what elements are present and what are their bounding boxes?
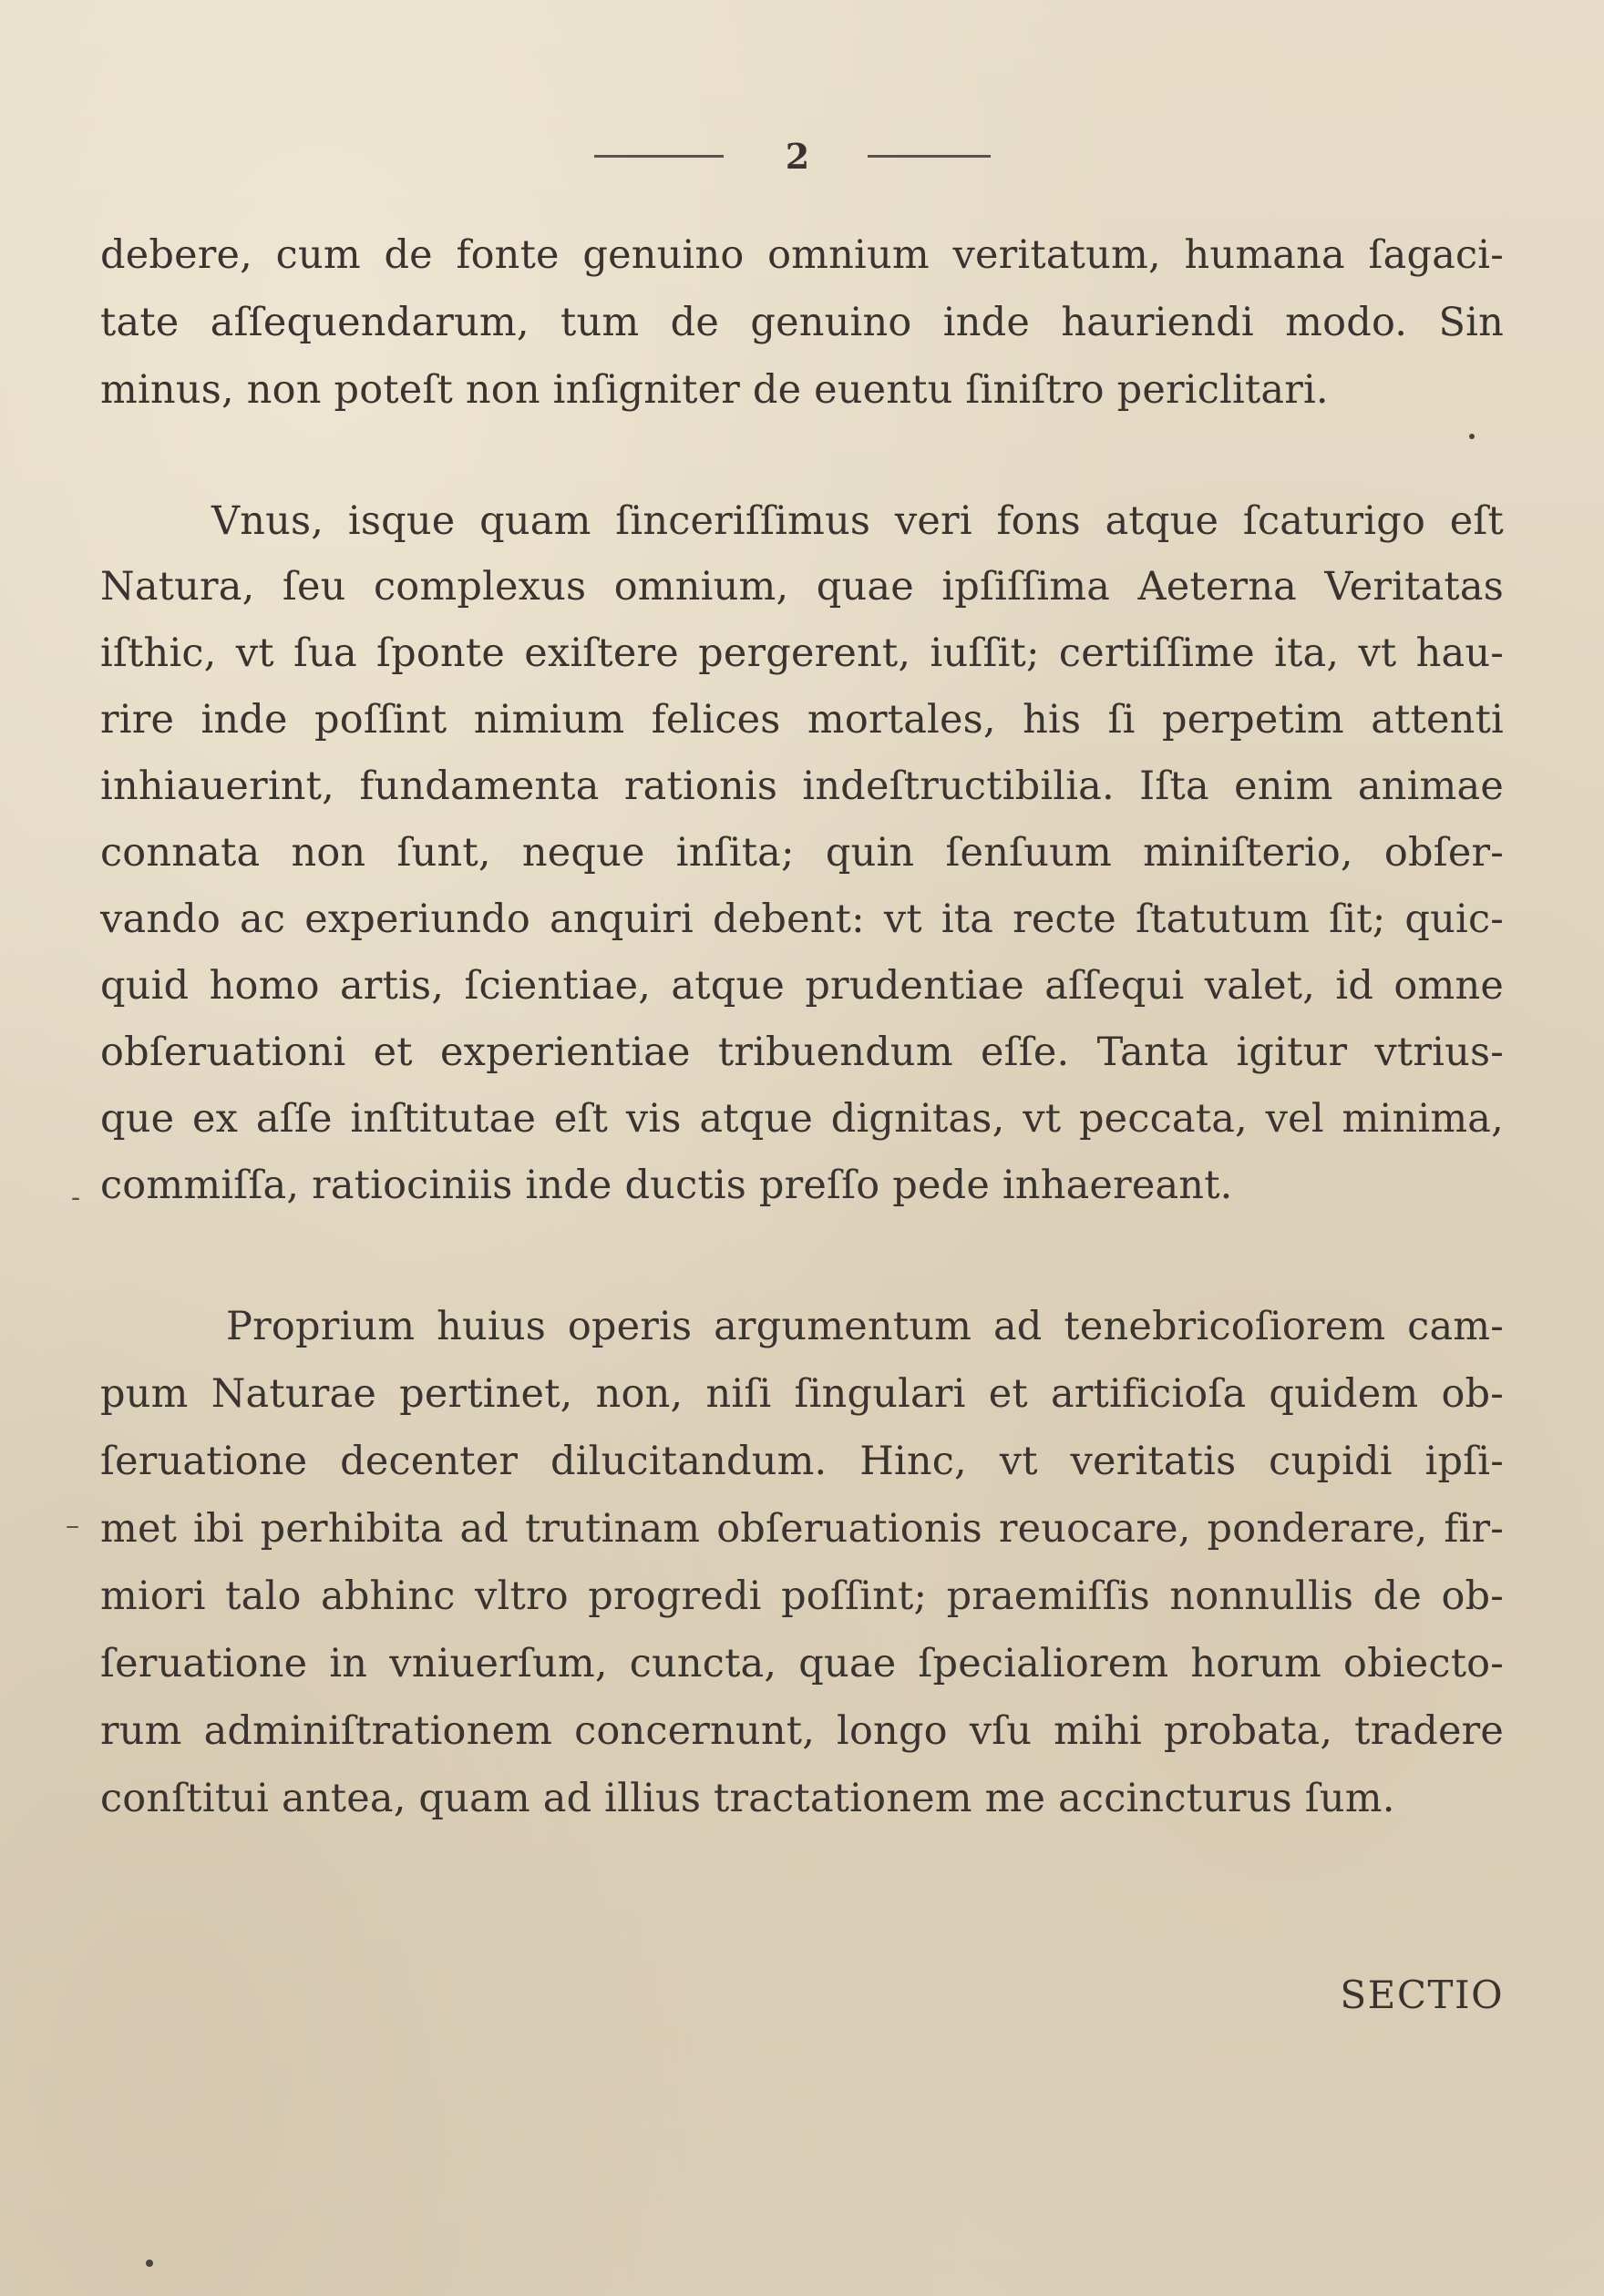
margin-dash-mark: - bbox=[71, 1182, 81, 1214]
text-line: rire inde poſſint nimium felices mortales, his ſi perpetim attenti bbox=[100, 697, 1504, 743]
text-line: minus, non poteſt non inſigniter de euentu ſiniſtro periclitari. bbox=[100, 367, 1329, 413]
text-line: ſeruatione in vniuerſum, cuncta, quae ſpecialiorem horum obiecto- bbox=[100, 1641, 1504, 1686]
text-line: conſtitui antea, quam ad illius tractationem me accincturus ſum. bbox=[100, 1776, 1395, 1821]
text-line: Proprium huius operis argumentum ad tenebricoſiorem cam- bbox=[226, 1304, 1504, 1349]
paper-spot bbox=[146, 2260, 153, 2267]
text-line: connata non ſunt, neque inſita; quin ſenſuum miniſterio, obſer- bbox=[100, 830, 1504, 876]
header-rule-right bbox=[868, 155, 991, 158]
text-line: que ex aſſe inſtitutae eſt vis atque dignitas, vt peccata, vel minima, bbox=[100, 1096, 1504, 1142]
text-line: vando ac experiundo anquiri debent: vt ita recte ſtatutum ſit; quic- bbox=[100, 897, 1504, 942]
catchword: SECTIO bbox=[1340, 1973, 1504, 2017]
text-line: met ibi perhibita ad trutinam obſeruationis reuocare, ponderare, fir- bbox=[100, 1506, 1504, 1552]
text-line: tate aſſequendarum, tum de genuino inde hauriendi modo. Sin bbox=[100, 300, 1504, 345]
text-line: ſeruatione decenter dilucitandum. Hinc, vt veritatis cupidi ipſi- bbox=[100, 1439, 1504, 1484]
text-line: rum adminiſtrationem concernunt, longo vſu mihi probata, tradere bbox=[100, 1708, 1504, 1754]
text-line: iſthic, vt ſua ſponte exiſtere pergerent, iuſſit; certiſſime ita, vt hau- bbox=[100, 630, 1504, 676]
paper-spot bbox=[1469, 434, 1475, 439]
text-line: obſeruationi et experientiae tribuendum eſſe. Tanta igitur vtrius- bbox=[100, 1030, 1504, 1075]
text-line: debere, cum de fonte genuino omnium veritatum, humana ſagaci- bbox=[100, 232, 1504, 278]
text-line: Vnus, isque quam ſinceriſſimus veri fons atque ſcaturigo eſt bbox=[211, 498, 1504, 544]
margin-dash-mark: – bbox=[66, 1510, 79, 1542]
text-line: Natura, ſeu complexus omnium, quae ipſiſſima Aeterna Veritatas bbox=[100, 564, 1504, 610]
header-rule-left bbox=[594, 155, 724, 158]
page-header bbox=[0, 137, 1604, 191]
text-line: pum Naturae pertinet, non, niſi ſingulari et artificioſa quidem ob- bbox=[100, 1371, 1504, 1417]
text-line: quid homo artis, ſcientiae, atque prudentiae aſſequi valet, id omne bbox=[100, 963, 1504, 1009]
text-line: inhiauerint, fundamenta rationis indeſtructibilia. Iſta enim animae bbox=[100, 764, 1504, 809]
page-number: 2 bbox=[785, 136, 810, 177]
text-line: miori talo abhinc vltro progredi poſſint; praemiſſis nonnullis de ob- bbox=[100, 1573, 1504, 1619]
text-line: commiſſa, ratiociniis inde ductis preſſo pede inhaereant. bbox=[100, 1163, 1233, 1208]
